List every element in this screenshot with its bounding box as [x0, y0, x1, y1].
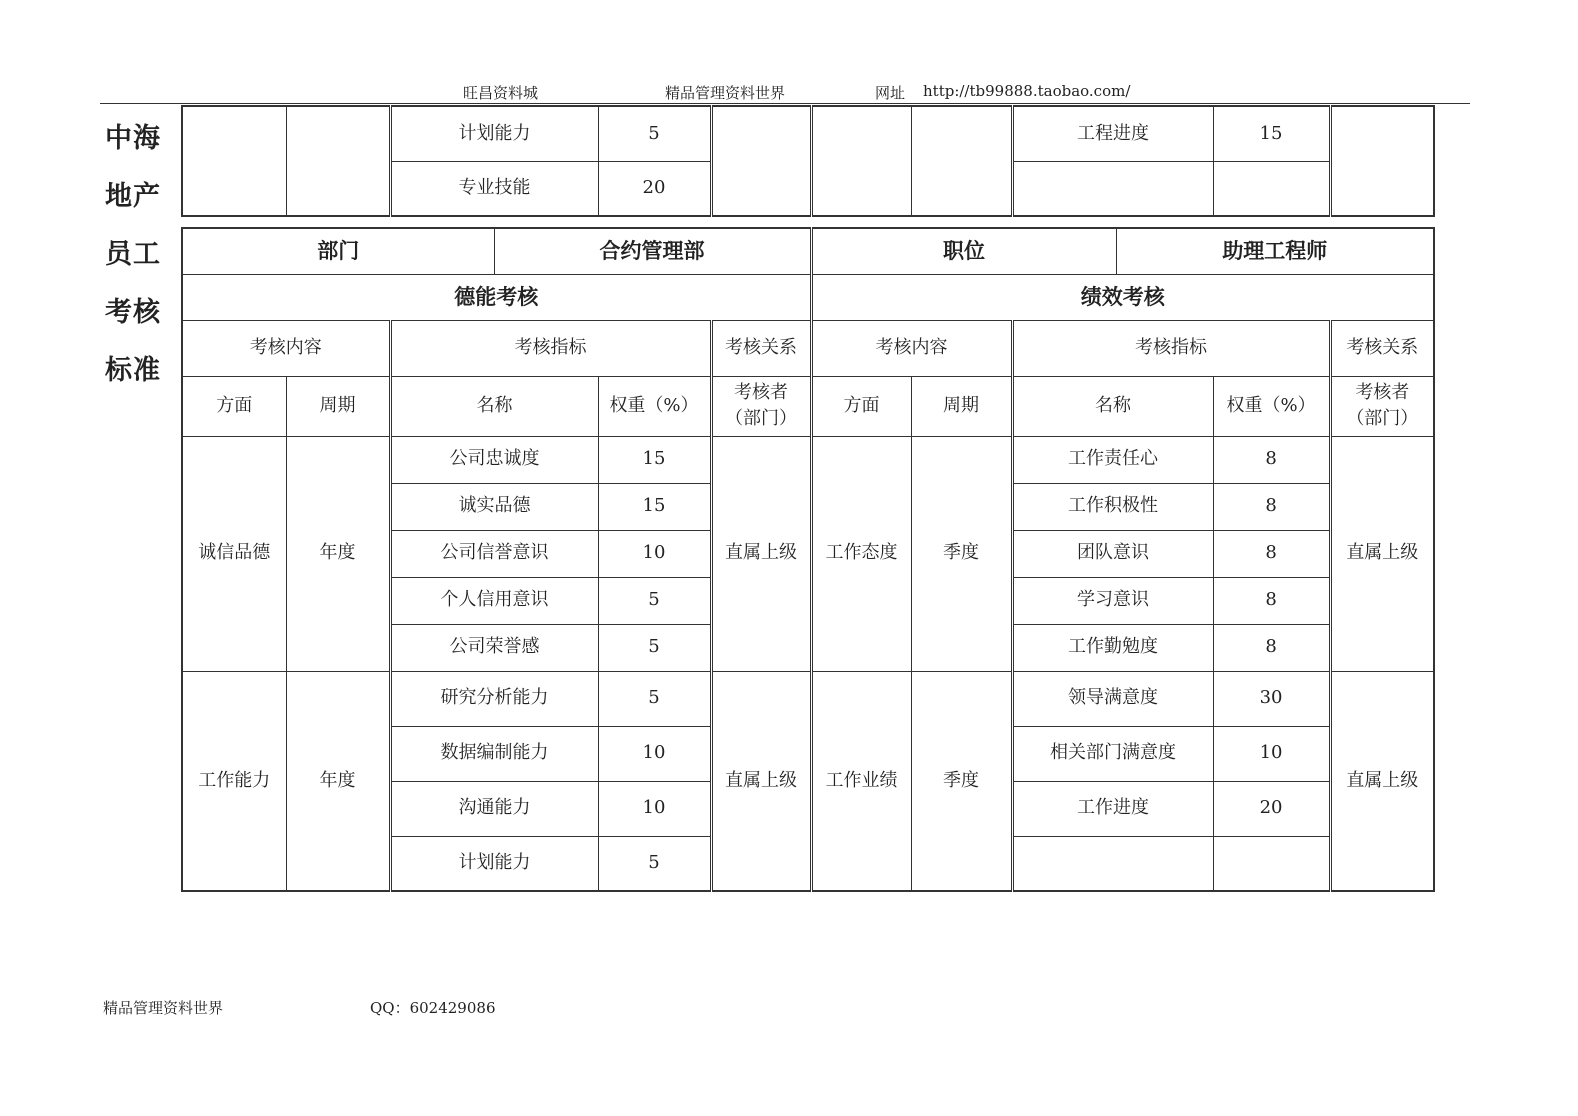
indicator-weight: 5 [598, 836, 711, 891]
footer-slogan: 精品管理资料世界 [103, 999, 224, 1017]
indicator-weight: 10 [598, 530, 711, 577]
col-period: 周期 [286, 376, 390, 436]
dept-value: 合约管理部 [494, 228, 811, 274]
indicator-weight: 5 [598, 671, 711, 726]
col-relation: 考核关系 [711, 320, 811, 376]
period-cell: 年度 [286, 671, 390, 891]
header-url-label: 网址 [875, 84, 906, 102]
side-title-2: 地产 [105, 181, 161, 212]
dept-label: 部门 [182, 228, 494, 274]
side-title-4: 考核 [105, 297, 161, 328]
aspect-cell: 工作态度 [811, 436, 911, 671]
position-label: 职位 [811, 228, 1116, 274]
indicator-name: 工作进度 [1012, 781, 1213, 836]
indicator-name: 研究分析能力 [390, 671, 598, 726]
side-title-5: 标准 [105, 355, 161, 386]
indicator-name: 相关部门满意度 [1012, 726, 1213, 781]
indicator-name [1012, 836, 1213, 891]
relation-cell: 直属上级 [1330, 436, 1434, 671]
indicator-weight: 30 [1213, 671, 1330, 726]
col-name: 名称 [390, 376, 598, 436]
relation-cell: 直属上级 [711, 671, 811, 891]
indicator-weight: 20 [1213, 781, 1330, 836]
cell-empty [811, 106, 911, 216]
col-indicator: 考核指标 [1012, 320, 1330, 376]
aspect-cell: 工作业绩 [811, 671, 911, 891]
cell-empty [711, 106, 811, 216]
performance-section-title: 绩效考核 [811, 274, 1434, 320]
indicator-name: 工作责任心 [1012, 436, 1213, 483]
indicator-weight: 8 [1213, 436, 1330, 483]
header-rule [100, 103, 1470, 104]
indicator-name: 计划能力 [390, 836, 598, 891]
col-relation: 考核关系 [1330, 320, 1434, 376]
col-period: 周期 [911, 376, 1012, 436]
indicator-name: 领导满意度 [1012, 671, 1213, 726]
indicator-name: 学习意识 [1012, 577, 1213, 624]
indicator-name: 工程进度 [1012, 106, 1213, 161]
col-indicator: 考核指标 [390, 320, 711, 376]
period-cell: 年度 [286, 436, 390, 671]
indicator-weight: 5 [598, 624, 711, 671]
assessment-table [181, 227, 1435, 892]
col-assessor [711, 376, 811, 436]
col-content: 考核内容 [182, 320, 390, 376]
cell-empty [286, 106, 390, 216]
relation-cell: 直属上级 [1330, 671, 1434, 891]
side-title-1: 中海 [105, 123, 161, 154]
indicator-weight: 8 [1213, 530, 1330, 577]
relation-cell: 直属上级 [711, 436, 811, 671]
col-content: 考核内容 [811, 320, 1012, 376]
header-shop: 旺昌资料城 [463, 84, 539, 102]
cell-empty [1330, 106, 1434, 216]
indicator-name: 计划能力 [390, 106, 598, 161]
indicator-weight: 10 [598, 726, 711, 781]
header-url[interactable]: http://tb99888.taobao.com/ [923, 82, 1131, 100]
indicator-name: 诚实品德 [390, 483, 598, 530]
indicator-name: 个人信用意识 [390, 577, 598, 624]
indicator-weight: 8 [1213, 577, 1330, 624]
indicator-name: 公司荣誉感 [390, 624, 598, 671]
col-weight: 权重（%） [1213, 376, 1330, 436]
col-assessor-line1: 考核者 [1355, 381, 1410, 403]
indicator-weight: 8 [1213, 624, 1330, 671]
indicator-weight: 20 [598, 161, 711, 216]
header-slogan: 精品管理资料世界 [665, 84, 786, 102]
col-assessor-line2: （部门） [1346, 408, 1419, 429]
period-cell: 季度 [911, 671, 1012, 891]
indicator-weight: 15 [598, 483, 711, 530]
col-weight: 权重（%） [598, 376, 711, 436]
position-value: 助理工程师 [1116, 228, 1434, 274]
side-title-3: 员工 [105, 239, 161, 270]
virtue-section-title: 德能考核 [182, 274, 811, 320]
col-aspect: 方面 [811, 376, 911, 436]
cell-empty [911, 106, 1012, 216]
col-assessor-line1: 考核者 [734, 381, 789, 403]
footer-qq: QQ：602429086 [370, 999, 496, 1017]
col-name: 名称 [1012, 376, 1213, 436]
indicator-name: 工作积极性 [1012, 483, 1213, 530]
indicator-weight: 5 [598, 106, 711, 161]
indicator-weight: 10 [1213, 726, 1330, 781]
indicator-weight: 5 [598, 577, 711, 624]
indicator-weight: 10 [598, 781, 711, 836]
continuation-table [181, 105, 1435, 217]
indicator-name: 沟通能力 [390, 781, 598, 836]
aspect-cell: 工作能力 [182, 671, 286, 891]
indicator-weight [1213, 836, 1330, 891]
aspect-cell: 诚信品德 [182, 436, 286, 671]
col-assessor [1330, 376, 1434, 436]
cell-empty [182, 106, 286, 216]
indicator-weight: 15 [1213, 106, 1330, 161]
indicator-name: 工作勤勉度 [1012, 624, 1213, 671]
indicator-name: 团队意识 [1012, 530, 1213, 577]
indicator-name: 数据编制能力 [390, 726, 598, 781]
indicator-name: 公司信誉意识 [390, 530, 598, 577]
indicator-weight [1213, 161, 1330, 216]
indicator-weight: 8 [1213, 483, 1330, 530]
indicator-name [1012, 161, 1213, 216]
period-cell: 季度 [911, 436, 1012, 671]
col-aspect: 方面 [182, 376, 286, 436]
col-assessor-line2: （部门） [725, 408, 798, 429]
indicator-weight: 15 [598, 436, 711, 483]
indicator-name: 专业技能 [390, 161, 598, 216]
indicator-name: 公司忠诚度 [390, 436, 598, 483]
